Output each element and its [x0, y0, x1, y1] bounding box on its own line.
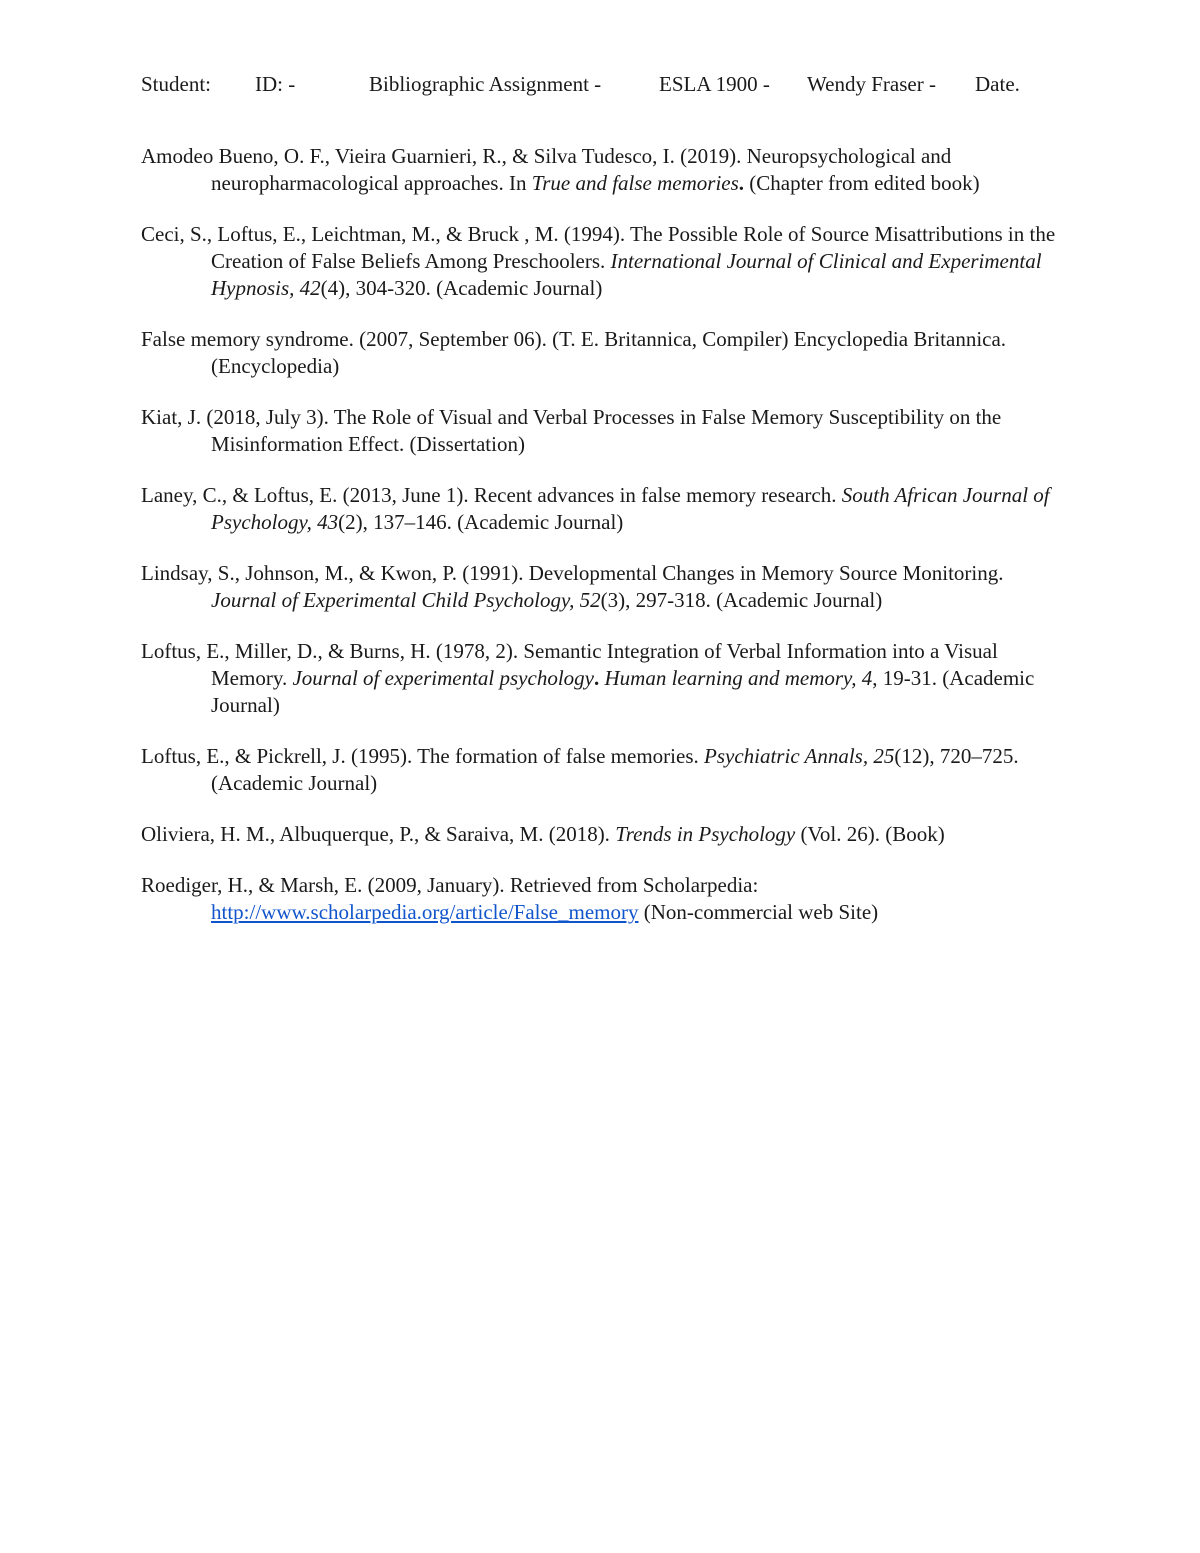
- reference-entry: [141, 404, 1066, 458]
- reference-text: Laney, C., & Loftus, E. (2013, June 1). Recent advances in false memory research.: [141, 483, 842, 507]
- reference-punctuation: .: [593, 666, 600, 690]
- header-date: Date.: [975, 72, 1020, 96]
- reference-text: Lindsay, S., Johnson, M., & Kwon, P. (1991). Developmental Changes in Memory Source Monitoring.: [141, 561, 1004, 585]
- reference-title: Trends in Psychology: [615, 822, 796, 846]
- header-id: ID: -: [255, 72, 296, 96]
- reference-title: South African Journal of Psychology, 43: [211, 483, 1050, 534]
- reference-text: Oliviera, H. M., Albuquerque, P., & Saraiva, M. (2018).: [141, 822, 616, 846]
- reference-text: (2), 137–146. (Academic Journal): [338, 510, 624, 534]
- reference-text: (Chapter from edited book): [744, 171, 980, 195]
- reference-entry: [141, 821, 1066, 848]
- header-assignment: Bibliographic Assignment -: [369, 72, 602, 96]
- reference-title: True and false memories: [531, 171, 739, 195]
- reference-entry: [141, 638, 1066, 719]
- reference-text: Roediger, H., & Marsh, E. (2009, January). Retrieved from Scholarpedia:: [141, 873, 759, 897]
- header-instructor: Wendy Fraser -: [807, 72, 936, 96]
- reference-title: International Journal of Clinical and Experimental Hypnosis, 42: [211, 249, 1042, 300]
- page-header: [141, 72, 1081, 100]
- reference-entry: [141, 743, 1066, 797]
- reference-text: Kiat, J. (2018, July 3). The Role of Visual and Verbal Processes in False Memory Susceptibility on the Misinformation Effect. (Dissertation): [141, 405, 1002, 456]
- reference-title: Journal of Experimental Child Psychology, 52: [211, 588, 601, 612]
- reference-entry: [141, 560, 1066, 614]
- reference-title: Journal of experimental psychology: [292, 666, 594, 690]
- scholarpedia-link[interactable]: http://www.scholarpedia.org/article/False_memory: [211, 900, 639, 924]
- reference-entry: [141, 482, 1066, 536]
- reference-text: Loftus, E., & Pickrell, J. (1995). The formation of false memories.: [141, 744, 704, 768]
- reference-text: , 19-31. (Academic Journal): [211, 666, 1035, 717]
- reference-text: (3), 297-318. (Academic Journal): [600, 588, 883, 612]
- reference-entry: [141, 326, 1066, 380]
- reference-punctuation: .: [738, 171, 745, 195]
- reference-list: [141, 143, 1066, 950]
- reference-entry: [141, 872, 1066, 926]
- reference-text: False memory syndrome. (2007, September 06). (T. E. Britannica, Compiler) Encyclopedia Britannica. (Encyclopedia): [141, 327, 1007, 378]
- reference-entry: [141, 143, 1066, 197]
- reference-text: (Non-commercial web Site): [638, 900, 879, 924]
- reference-title: Human learning and memory, 4: [599, 666, 873, 690]
- reference-text: (12), 720–725. (Academic Journal): [211, 744, 1019, 795]
- reference-text: (Vol. 26). (Book): [795, 822, 945, 846]
- reference-text: Loftus, E., Miller, D., & Burns, H. (1978, 2). Semantic Integration of Verbal Information into a Visual Memory.: [141, 639, 998, 690]
- header-student: Student:: [141, 72, 212, 96]
- reference-text: Ceci, S., Loftus, E., Leichtman, M., & Bruck , M. (1994). The Possible Role of Source Misattributions in the Creation of False Beliefs Among Preschoolers.: [141, 222, 1056, 273]
- header-course: ESLA 1900 -: [659, 72, 770, 96]
- reference-entry: [141, 221, 1066, 302]
- reference-title: Psychiatric Annals, 25: [704, 744, 895, 768]
- reference-text: (4), 304-320. (Academic Journal): [320, 276, 603, 300]
- reference-text: Amodeo Bueno, O. F., Vieira Guarnieri, R., & Silva Tudesco, I. (2019). Neuropsychological and neuropharmacological approaches. In: [141, 144, 952, 195]
